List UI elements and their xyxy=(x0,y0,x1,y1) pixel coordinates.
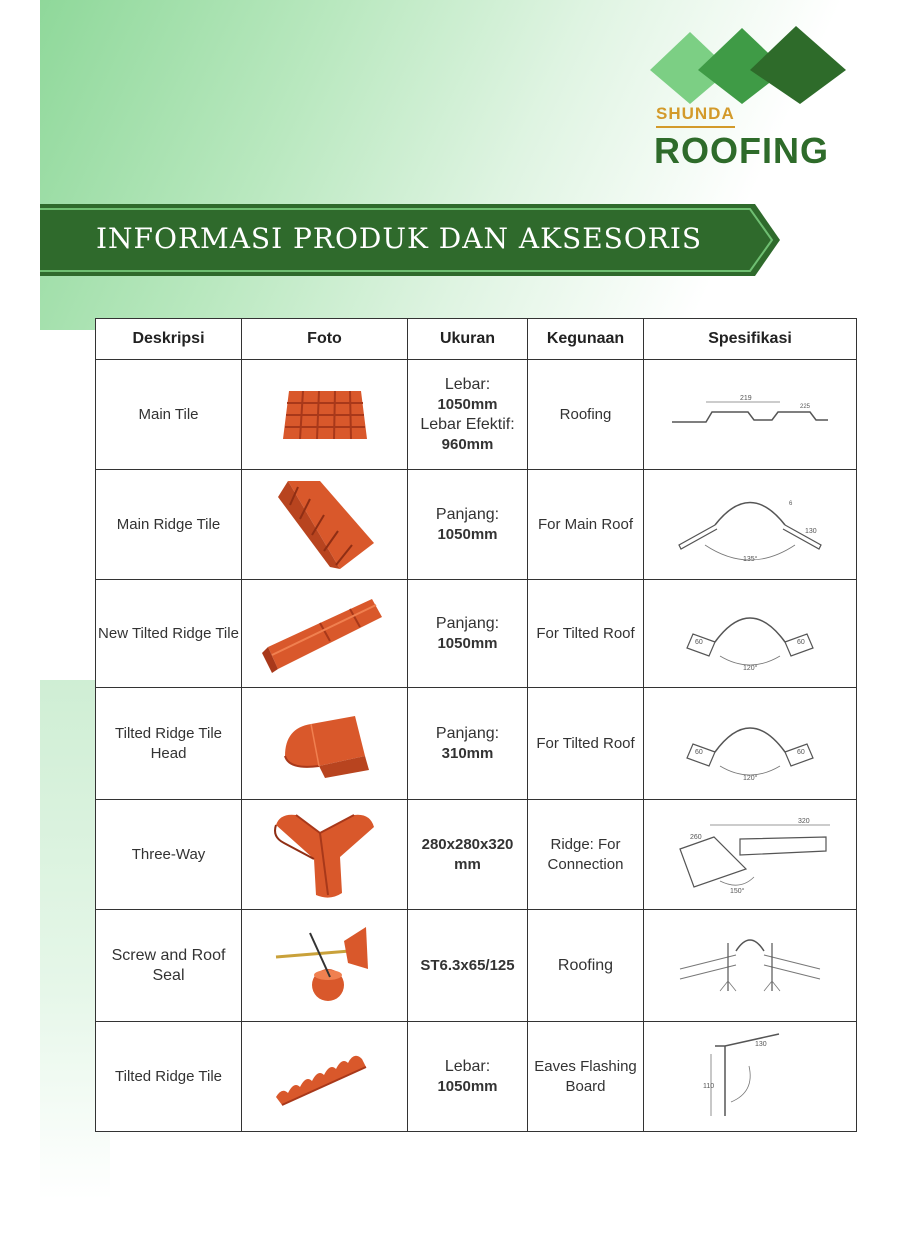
row-description: Main Tile xyxy=(96,360,242,470)
row-photo xyxy=(242,1022,408,1132)
spec-label: 60 xyxy=(797,748,805,756)
row-description: Three-Way xyxy=(96,800,242,910)
size-label: Lebar: xyxy=(444,1057,491,1075)
row-usage: Roofing xyxy=(528,360,644,470)
row-usage: For Tilted Roof xyxy=(528,580,644,688)
three-way-profile-drawing xyxy=(670,815,830,895)
table-row xyxy=(96,360,857,470)
row-spec-drawing xyxy=(644,910,857,1022)
tilted-ridge-head-profile-drawing xyxy=(675,704,825,784)
size-label: Panjang: xyxy=(435,614,500,632)
row-description: Tilted Ridge Tile Head xyxy=(96,688,242,800)
size-value: ST6.3x65/125 xyxy=(420,956,515,974)
eaves-flashing-drawing xyxy=(695,1032,805,1122)
spec-label: 130 xyxy=(805,527,817,535)
tilted-ridge-profile-drawing xyxy=(675,594,825,674)
main-ridge-tile-image xyxy=(270,477,380,572)
spec-label: 320 xyxy=(798,817,810,825)
row-spec-drawing xyxy=(644,580,857,688)
tilted-ridge-tile-head-image xyxy=(275,706,375,781)
row-size xyxy=(408,688,528,800)
row-photo xyxy=(242,580,408,688)
size-value: 1050mm xyxy=(437,525,498,543)
size-label: Lebar Efektif: xyxy=(420,415,515,433)
spec-label: 120° xyxy=(743,774,758,782)
row-spec-drawing xyxy=(644,800,857,910)
new-tilted-ridge-tile-image xyxy=(260,589,390,679)
row-spec-drawing xyxy=(644,360,857,470)
row-photo xyxy=(242,470,408,580)
header-deskripsi: Deskripsi xyxy=(96,319,242,360)
ridge-profile-drawing xyxy=(665,485,835,565)
spec-label: 60 xyxy=(695,748,703,756)
row-size xyxy=(408,470,528,580)
row-size xyxy=(408,1022,528,1132)
row-photo xyxy=(242,360,408,470)
row-usage: Roofing xyxy=(528,910,644,1022)
roof-chevron-icon xyxy=(650,24,850,104)
row-photo xyxy=(242,800,408,910)
row-spec-drawing xyxy=(644,470,857,580)
spec-label: 219 xyxy=(740,394,752,402)
spec-label: 6 xyxy=(789,500,793,507)
row-description: Main Ridge Tile xyxy=(96,470,242,580)
row-photo xyxy=(242,688,408,800)
screw-and-seal-image xyxy=(270,921,380,1011)
table-row xyxy=(96,800,857,910)
main-tile-image xyxy=(275,385,375,445)
spec-label: 260 xyxy=(690,833,702,841)
row-size xyxy=(408,360,528,470)
table-header-row xyxy=(96,319,857,360)
size-value: 280x280x320 xyxy=(421,835,514,853)
spec-label: 150° xyxy=(730,887,745,895)
row-size xyxy=(408,580,528,688)
size-label: Lebar: xyxy=(444,375,491,393)
header-kegunaan: Kegunaan xyxy=(528,319,644,360)
screw-install-drawing xyxy=(670,921,830,1011)
table-row xyxy=(96,470,857,580)
row-size xyxy=(408,800,528,910)
row-usage: Eaves Flashing Board xyxy=(528,1022,644,1132)
row-size xyxy=(408,910,528,1022)
row-description: Screw and Roof Seal xyxy=(96,910,242,1022)
row-photo xyxy=(242,910,408,1022)
size-label: Panjang: xyxy=(435,724,500,742)
spec-label: 225 xyxy=(800,403,811,410)
tilted-ridge-tile-image xyxy=(270,1047,380,1107)
spec-label: 110 xyxy=(703,1082,715,1090)
size-value: 1050mm xyxy=(437,1077,498,1095)
table-row xyxy=(96,688,857,800)
product-table xyxy=(95,318,857,1132)
spec-label: 135° xyxy=(743,555,758,563)
row-usage: For Tilted Roof xyxy=(528,688,644,800)
header-foto: Foto xyxy=(242,319,408,360)
size-label: Panjang: xyxy=(435,505,500,523)
logo-brand-small: SHUNDA xyxy=(656,104,735,128)
row-usage: Ridge: For Connection xyxy=(528,800,644,910)
row-description: New Tilted Ridge Tile xyxy=(96,580,242,688)
size-value: 1050mm xyxy=(437,395,498,413)
spec-label: 60 xyxy=(797,638,805,646)
shunda-roofing-logo xyxy=(650,24,850,174)
table-row xyxy=(96,1022,857,1132)
header-ukuran: Ukuran xyxy=(408,319,528,360)
size-value: 960mm xyxy=(441,435,494,453)
size-value: mm xyxy=(454,855,481,873)
table-row xyxy=(96,910,857,1022)
row-description: Tilted Ridge Tile xyxy=(96,1022,242,1132)
main-tile-profile-drawing xyxy=(670,390,830,440)
spec-label: 130 xyxy=(755,1040,767,1048)
section-title: INFORMASI PRODUK DAN AKSESORIS xyxy=(96,222,703,255)
table-row xyxy=(96,580,857,688)
size-value: 310mm xyxy=(441,744,494,762)
logo-brand-big: ROOFING xyxy=(654,130,829,171)
spec-label: 60 xyxy=(695,638,703,646)
header-spesifikasi: Spesifikasi xyxy=(644,319,857,360)
row-spec-drawing xyxy=(644,1022,857,1132)
row-spec-drawing xyxy=(644,688,857,800)
three-way-image xyxy=(270,807,380,902)
row-usage: For Main Roof xyxy=(528,470,644,580)
size-value: 1050mm xyxy=(437,634,498,652)
spec-label: 120° xyxy=(743,664,758,672)
